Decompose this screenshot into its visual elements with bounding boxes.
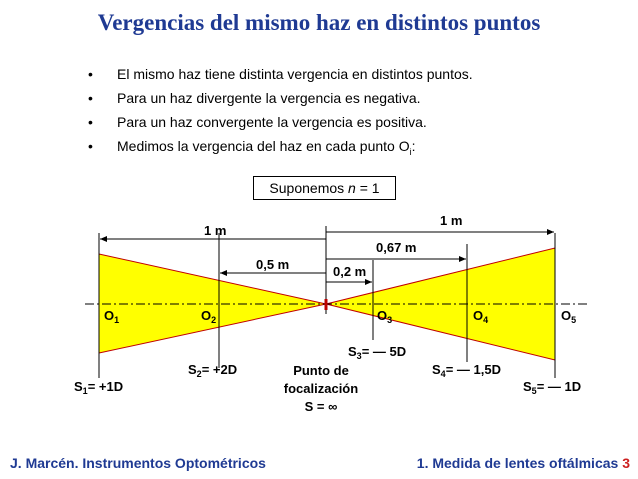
focus-label-line3: S = ∞ <box>304 399 338 414</box>
point-label-o1: $O_1$ <box>104 308 120 325</box>
assumption-variable: n <box>348 180 356 196</box>
vergence-s3: $S_3=$ — 5D <box>348 344 407 361</box>
footer-section-title: 1. Medida de lentes oftálmicas <box>416 455 619 471</box>
focus-label-line1: Punto de <box>293 363 349 378</box>
bullet-dot: • <box>88 66 93 82</box>
focus-label-line2: focalización <box>283 381 359 396</box>
page-number: 3 <box>622 455 630 471</box>
bullet-text: Para un haz convergente la vergencia es positiva. <box>117 114 427 130</box>
vergence-s2: $S_2= +2D$ <box>188 362 238 379</box>
point-label-o2: $O_2$ <box>201 308 217 325</box>
vergence-s4: $S_4=$ — 1,5D <box>432 362 501 379</box>
assumption-prefix: Suponemos <box>269 180 349 196</box>
vergence-s5: $S_5=$ — 1D <box>523 379 582 396</box>
point-label-o4: $O_4$ <box>473 308 489 325</box>
footer-author: J. Marcén. Instrumentos Optométricos <box>10 455 266 471</box>
bullet-suffix: : <box>411 138 416 154</box>
bullet-dot: • <box>88 114 93 130</box>
point-label-o3: $O_3$ <box>377 308 393 325</box>
vergence-s1: $S_1= +1D$ <box>74 379 124 396</box>
bullet-text: Medimos la vergencia del haz en cada punto O <box>117 138 410 154</box>
footer-section <box>417 455 630 471</box>
bullet-dot: • <box>88 138 93 154</box>
label-1m-left: 1 m <box>204 223 227 238</box>
label-05m: 0,5 m <box>256 257 290 272</box>
bullet-dot: • <box>88 90 93 106</box>
bullet-text: Para un haz divergente la vergencia es negativa. <box>117 90 421 106</box>
bullet-subscript: i <box>409 146 412 157</box>
bullet-text: El mismo haz tiene distinta vergencia en distintos puntos. <box>117 66 473 82</box>
slide-title: Vergencias del mismo haz en distintos puntos <box>97 10 541 35</box>
label-1m-right: 1 m <box>440 213 463 228</box>
point-label-o5: $O_5$ <box>561 308 577 325</box>
label-02m: 0,2 m <box>333 264 367 279</box>
assumption-suffix: = 1 <box>355 180 380 196</box>
label-067m: 0,67 m <box>376 240 417 255</box>
